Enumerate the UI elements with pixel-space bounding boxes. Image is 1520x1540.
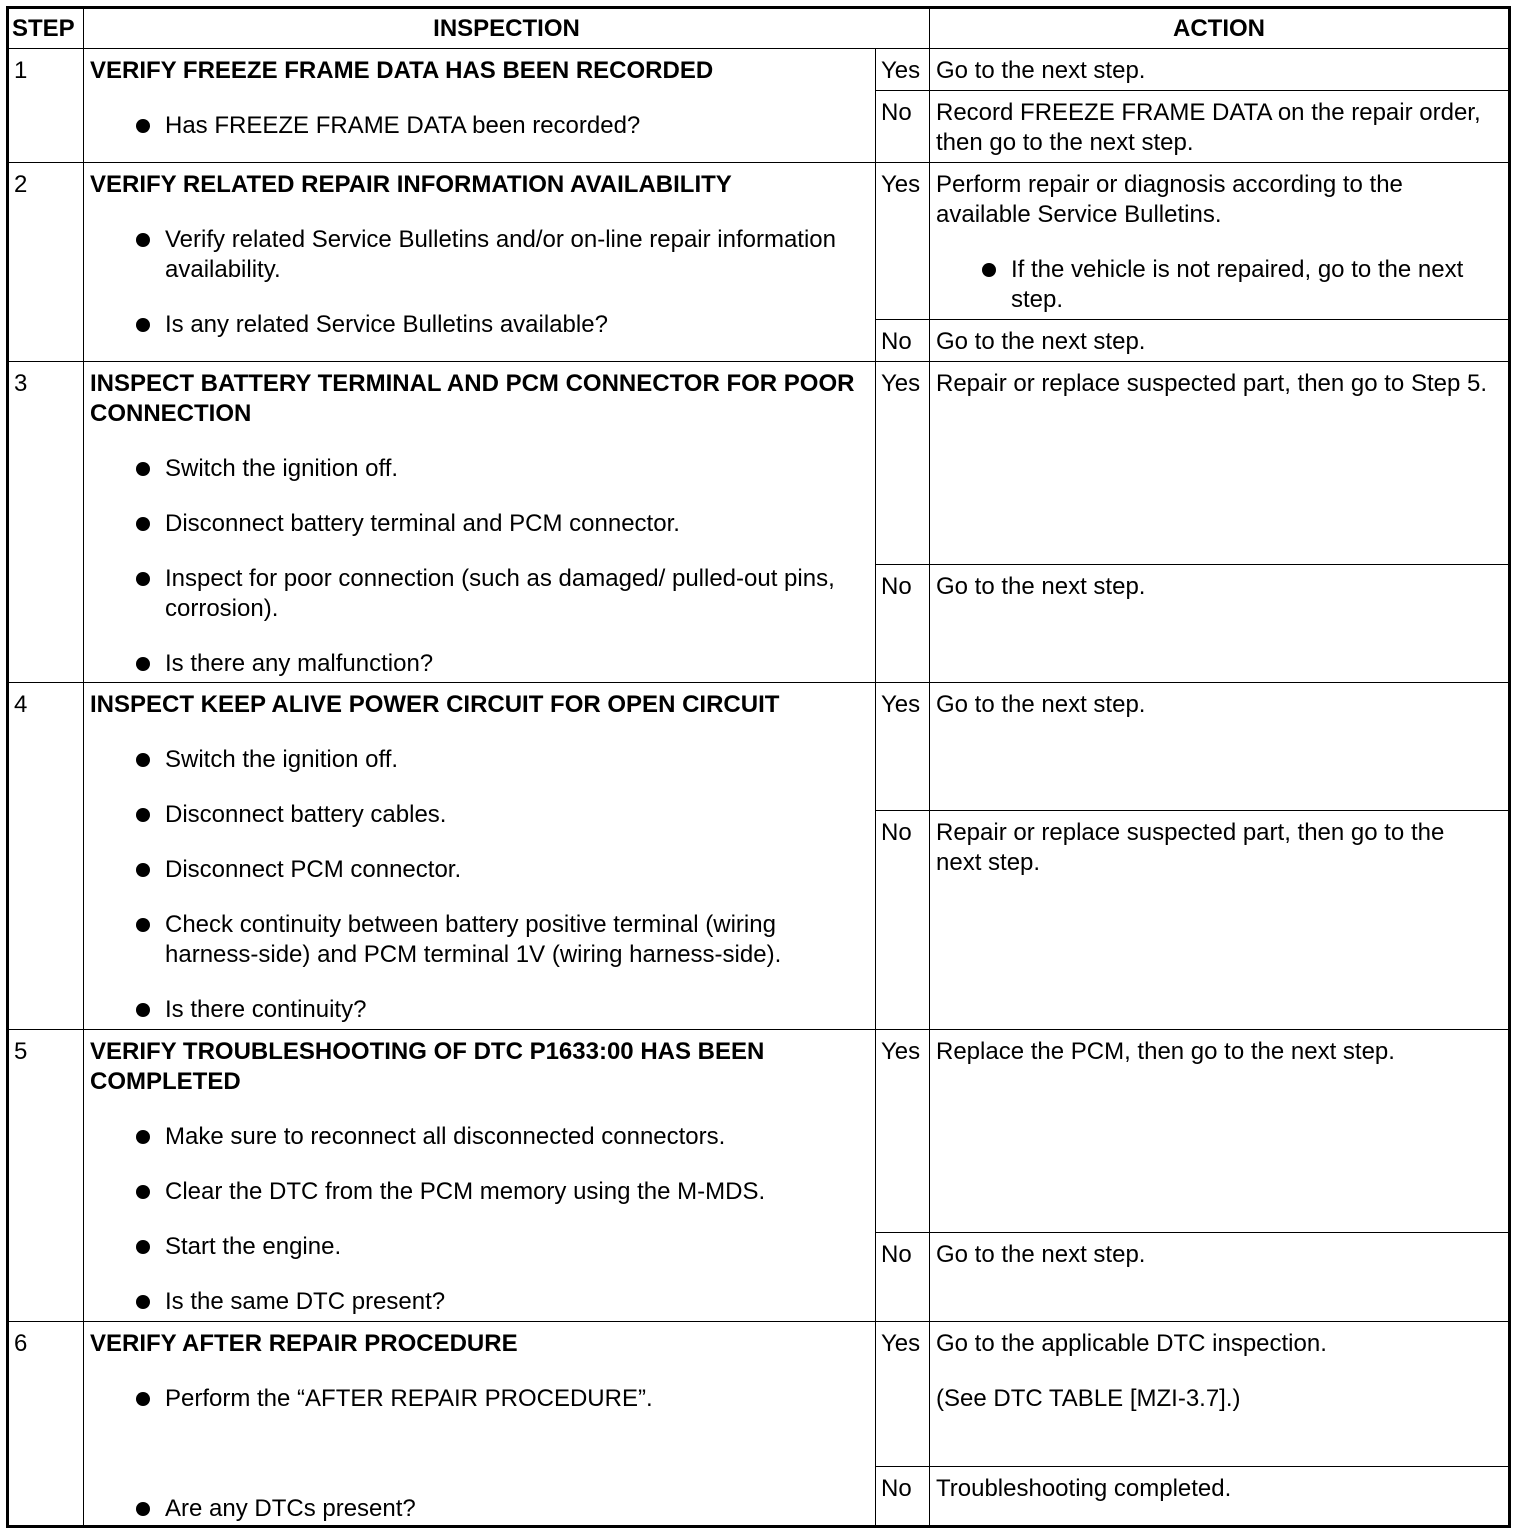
step-number: 5 xyxy=(8,1030,84,1322)
inspection-bullet: Verify related Service Bulletins and/or on-line repair information availability. xyxy=(90,225,865,285)
yes-label: Yes xyxy=(876,49,930,91)
no-action: Go to the next step. xyxy=(930,1233,1510,1322)
step-2-yes-row xyxy=(8,163,1510,320)
yes-action: Repair or replace suspected part, then go to Step 5. xyxy=(930,362,1510,565)
diagnostic-procedure-sheet xyxy=(6,6,1508,1532)
step-title: VERIFY AFTER REPAIR PROCEDURE xyxy=(90,1330,518,1357)
step-number: 3 xyxy=(8,362,84,683)
no-label: No xyxy=(876,320,930,362)
step-4-yes-row xyxy=(8,683,1510,811)
step-title: VERIFY RELATED REPAIR INFORMATION AVAILABILITY xyxy=(90,171,732,198)
yes-action: Go to the applicable DTC inspection. xyxy=(936,1330,1327,1357)
inspection-bullet: Has FREEZE FRAME DATA been recorded? xyxy=(90,111,865,141)
step-3-yes-row xyxy=(8,362,1510,565)
step-number: 6 xyxy=(8,1322,84,1527)
inspection-bullet: Clear the DTC from the PCM memory using the M-MDS. xyxy=(90,1177,865,1207)
yes-label: Yes xyxy=(876,683,930,811)
inspection-bullet: Is there continuity? xyxy=(90,995,865,1025)
action-column-header: ACTION xyxy=(930,8,1510,49)
no-label: No xyxy=(876,811,930,1030)
step-1-yes-row xyxy=(8,49,1510,91)
step-number: 4 xyxy=(8,683,84,1030)
step-title: VERIFY TROUBLESHOOTING OF DTC P1633:00 HAS BEEN COMPLETED xyxy=(90,1038,765,1095)
inspection-bullet: Perform the “AFTER REPAIR PROCEDURE”. xyxy=(90,1384,865,1414)
yes-label: Yes xyxy=(876,163,930,320)
yes-label: Yes xyxy=(876,362,930,565)
yes-label: Yes xyxy=(876,1322,930,1467)
step-inspection xyxy=(84,163,876,362)
no-action: Repair or replace suspected part, then go to the next step. xyxy=(930,811,1510,1030)
step-inspection xyxy=(84,683,876,1030)
step-column-header: STEP xyxy=(8,8,84,49)
table-header-row xyxy=(8,8,1510,49)
step-inspection xyxy=(84,1322,876,1527)
yes-action: Perform repair or diagnosis according to the available Service Bulletins. xyxy=(936,171,1403,228)
reference-note: (See DTC TABLE [MZI-3.7].) xyxy=(936,1385,1241,1412)
no-label: No xyxy=(876,565,930,683)
inspection-bullet: Disconnect battery terminal and PCM connector. xyxy=(90,509,865,539)
inspection-bullet: Disconnect PCM connector. xyxy=(90,855,865,885)
inspection-bullet: Are any DTCs present? xyxy=(90,1494,865,1524)
no-label: No xyxy=(876,91,930,163)
action-bullet: If the vehicle is not repaired, go to the next step. xyxy=(936,255,1496,315)
inspection-bullet: Start the engine. xyxy=(90,1232,865,1262)
inspection-column-header: INSPECTION xyxy=(84,8,930,49)
inspection-bullet: Make sure to reconnect all disconnected connectors. xyxy=(90,1122,865,1152)
inspection-bullet: Is any related Service Bulletins available? xyxy=(90,310,865,340)
yes-action: Go to the next step. xyxy=(930,49,1510,91)
yes-action: Go to the next step. xyxy=(930,683,1510,811)
no-label: No xyxy=(876,1467,930,1527)
yes-label: Yes xyxy=(876,1030,930,1233)
inspection-bullet: Switch the ignition off. xyxy=(90,745,865,775)
yes-action: Replace the PCM, then go to the next step. xyxy=(930,1030,1510,1233)
step-inspection xyxy=(84,1030,876,1322)
step-number: 2 xyxy=(8,163,84,362)
step-inspection xyxy=(84,362,876,683)
step-title: INSPECT BATTERY TERMINAL AND PCM CONNECTOR FOR POOR CONNECTION xyxy=(90,370,855,427)
step-6-yes-row xyxy=(8,1322,1510,1467)
inspection-bullet: Disconnect battery cables. xyxy=(90,800,865,830)
step-5-yes-row xyxy=(8,1030,1510,1233)
no-action: Troubleshooting completed. xyxy=(930,1467,1510,1527)
no-label: No xyxy=(876,1233,930,1322)
step-number: 1 xyxy=(8,49,84,163)
step-title: VERIFY FREEZE FRAME DATA HAS BEEN RECORDED xyxy=(90,57,714,84)
inspection-bullet: Is there any malfunction? xyxy=(90,649,865,679)
yes-action-cell xyxy=(930,163,1510,320)
step-inspection xyxy=(84,49,876,163)
no-action: Go to the next step. xyxy=(930,320,1510,362)
inspection-bullet: Inspect for poor connection (such as damaged/ pulled-out pins, corrosion). xyxy=(90,564,865,624)
no-action: Go to the next step. xyxy=(930,565,1510,683)
no-action: Record FREEZE FRAME DATA on the repair order, then go to the next step. xyxy=(930,91,1510,163)
inspection-bullet: Switch the ignition off. xyxy=(90,454,865,484)
diagnostic-table xyxy=(6,6,1511,1528)
inspection-bullet: Is the same DTC present? xyxy=(90,1287,865,1317)
step-title: INSPECT KEEP ALIVE POWER CIRCUIT FOR OPEN CIRCUIT xyxy=(90,691,780,718)
yes-action-cell xyxy=(930,1322,1510,1467)
inspection-bullet: Check continuity between battery positive terminal (wiring harness-side) and PCM terminal 1V (wiring harness-side). xyxy=(90,910,865,970)
